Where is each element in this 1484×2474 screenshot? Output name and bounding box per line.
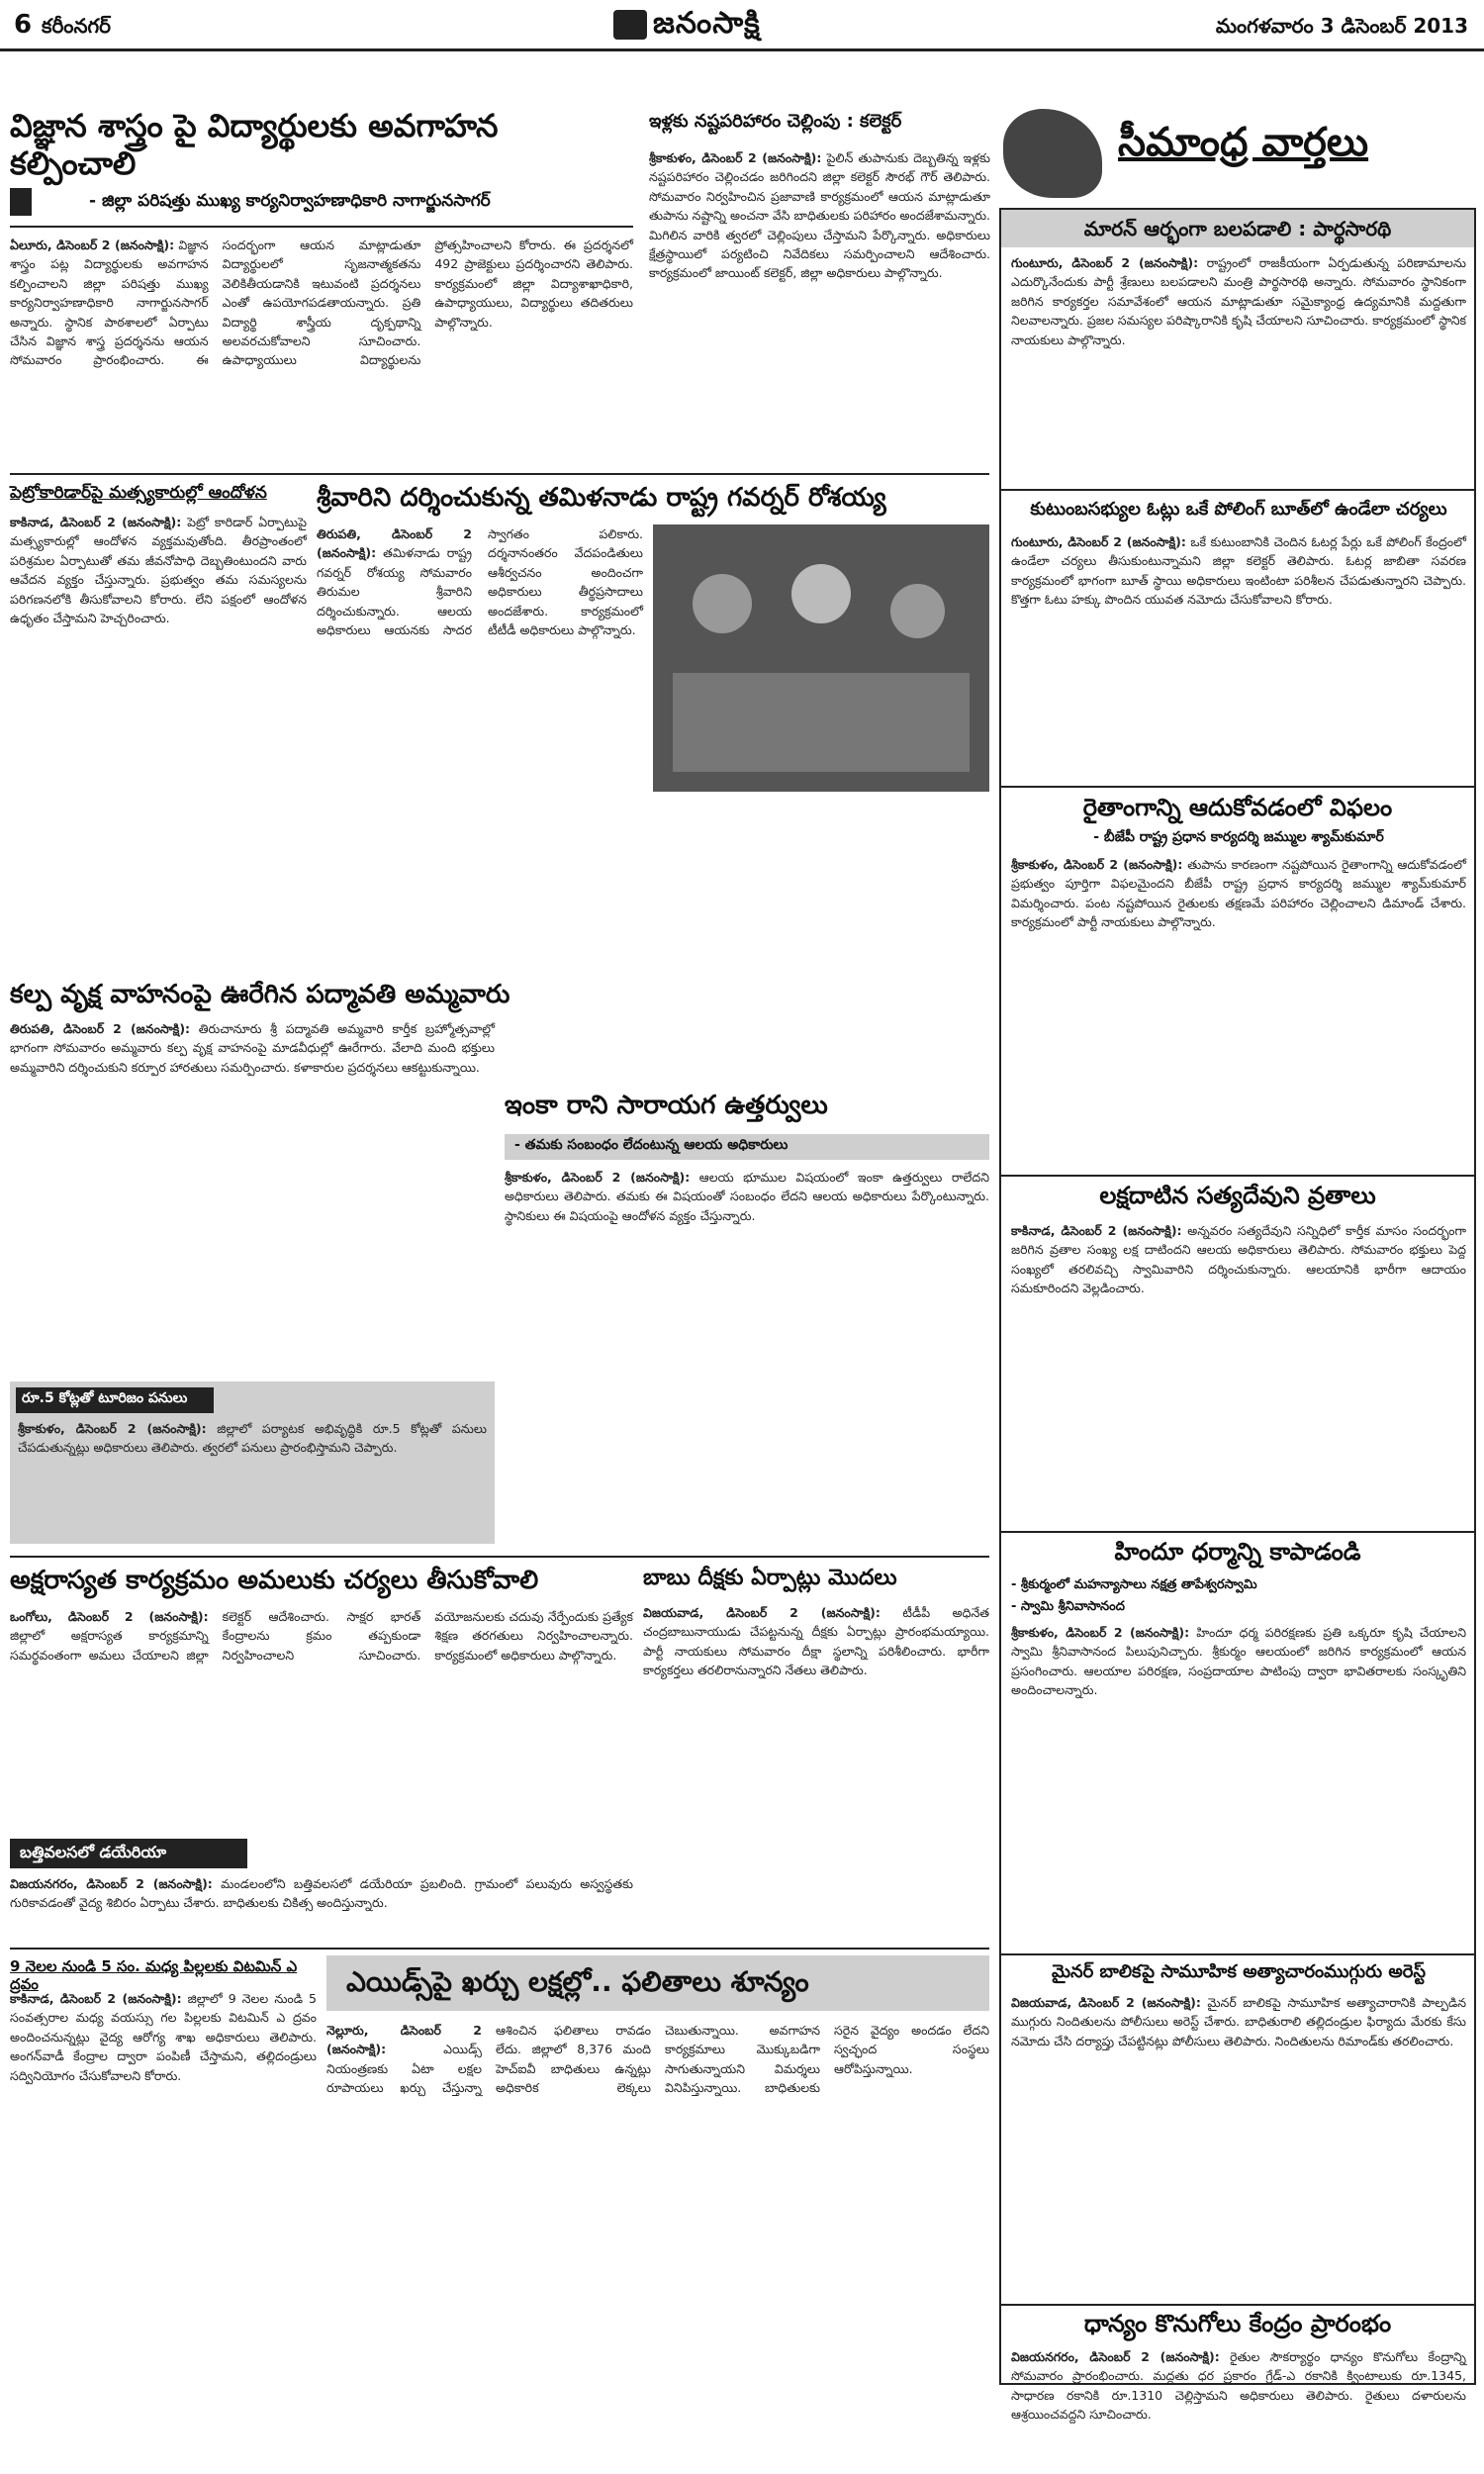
dateline: శ్రీకాకుళం, డిసెంబర్ 2 (జనంసాక్షి): [1011,1625,1190,1640]
article-diarrhea [10,1874,633,1944]
divider [10,1948,989,1950]
body-text: రాష్ట్రంలో రాజకీయంగా ఏర్పడుతున్న పరిణామాలను ఎదుర్కొనేందుకు పార్టీ శ్రేణులు బలపడాలని మంత్రి పార్థసారథి అన్నారు. సోమవారం స్థానికంగా జరిగిన కార్యకర్తల సమావేశంలో ఆయన మాట్లాడుతూ సమైక్యాంధ్ర ఉద్యమానికి మద్దతుగా నిలవాలన్నారు. ప్రజల సమస్యల పరిష్కారానికి కృషి చేయాలని సూచించారు. కార్యక్రమంలో స్థానిక నాయకులు పాల్గొన్నారు. [1011,255,1466,347]
person-icon [890,584,945,638]
dateline: కాకినాడ, డిసెంబర్ 2 (జనంసాక్షి): [10,515,182,529]
masthead-logo-icon [613,10,647,40]
article-body [1011,1623,1466,1950]
headline: పెట్రోకారిడార్‌పై మత్స్యకారుల్లో ఆందోళన [10,483,267,503]
body-text: జిల్లాలో అక్షరాస్యత కార్యక్రమాన్ని సమర్థవంతంగా అమలు చేయాలని జిల్లా కలెక్టర్ ఆదేశించారు. సాక్షర భారత్ కేంద్రాలను క్రమం తప్పకుండా నిర్వహించాలని సూచించారు. వయోజనులకు చదువు నేర్పేందుకు ప్రత్యేక శిక్షణ తరగతులు నిర్వహించాలన్నారు. కార్యక్రమంలో అధికారులు పాల్గొన్నారు. [10,1609,633,1663]
dateline: విజయనగరం, డిసెంబర్ 2 (జనంసాక్షి): [1011,2349,1220,2364]
article-body [1011,253,1466,481]
divider [1001,1531,1474,1533]
body-text: టీడీపీ అధినేత చంద్రబాబునాయుడు చేపట్టనున్న దీక్షకు ఏర్పాట్లు ప్రారంభమయ్యాయి. పార్టీ నాయకులు సోమవారం దీక్షా స్థలాన్ని పరిశీలించారు. భారీగా కార్యకర్తలు తరలిరానున్నారని నేతలు తెలిపారు. [643,1605,989,1678]
dateline: ఏలూరు, డిసెంబర్ 2 (జనంసాక్షి): [10,238,175,252]
right-column [999,208,1476,2423]
article-body [1011,532,1466,780]
person-icon [693,574,752,633]
subhead: - జిల్లా పరిషత్తు ముఖ్య కార్యనిర్వాహణాధికారి నాగార్జునసాగర్ [89,191,491,211]
dateline: తిరుపతి, డిసెంబర్ 2 (జనంసాక్షి): [10,1021,191,1036]
body-text: మైనర్ బాలికపై సామూహిక అత్యాచారానికి పాల్పడిన ముగ్గురు నిందితులను పోలీసులు అరెస్ట్ చేశారు. బాధితురాలి తల్లిదండ్రుల ఫిర్యాదు మేరకు కేసు నమోదు చేసి దర్యాప్తు చేపట్టినట్లు పోలీసులు తెలిపారు. నిందితులను రిమాండ్‌కు తరలించారు. [1011,1995,1466,2048]
dateline: శ్రీకాకుళం, డిసెంబర్ 2 (జనంసాక్షి): [18,1421,207,1436]
body-text: పెట్రో కారిడార్ ఏర్పాటుపై మత్స్యకారుల్లో ఆందోళన వ్యక్తమవుతోంది. తీరప్రాంతంలో పరిశ్రమల ఏర్పాటుతో తమ జీవనోపాధి దెబ్బతింటుందని వారు ఆవేదన వ్యక్తం చేస్తున్నారు. ప్రభుత్వం తమ సమస్యలను పరిగణనలోకి తీసుకోవాలని కోరారు. లేని పక్షంలో ఆందోళన ఉధృతం చేస్తామని హెచ్చరించారు. [10,515,307,625]
dateline: కాకినాడ, డిసెంబర్ 2 (జనంసాక్షి): [10,1991,182,2006]
headline: మారన్ ఆర్భంగా బలపడాలి : పార్థసారథి [1001,210,1474,247]
dateline: విజయవాడ, డిసెంబర్ 2 (జనంసాక్షి): [643,1605,881,1620]
article-body [10,236,633,463]
article-body [1011,2347,1466,2423]
dateline: శ్రీకాకుళం, డిసెంబర్ 2 (జనంసాక్షి): [1011,857,1183,872]
headline: అక్షరాస్యత కార్యక్రమం అమలుకు చర్యలు తీసుకోవాలి [10,1566,539,1595]
article-science [10,107,633,183]
article-body [1011,1993,1466,2300]
divider [1001,1175,1474,1177]
headline: హిందూ ధర్మాన్ని కాపాడండి [1114,1538,1361,1566]
governor-photo [653,524,989,792]
headline: శ్రీవారిని దర్శించుకున్న తమిళనాడు రాష్ట్ర గవర్నర్ రోశయ్య [317,483,886,513]
body-text: ఒకే కుటుంబానికి చెందిన ఓటర్ల పేర్లు ఒకే పోలింగ్ కేంద్రంలో ఉండేలా చర్యలు తీసుకుంటున్నామని జిల్లా కలెక్టర్ తెలిపారు. ఓటర్ల జాబితా సవరణ కార్యక్రమంలో భాగంగా బూత్ స్థాయి అధికారులు ఇంటింటా పరిశీలన చేపడుతున్నారని చెప్పారు. కొత్తగా ఓటు హక్కు పొందిన యువత నమోదు చేసుకోవాలని కోరారు. [1011,534,1466,608]
masthead: జనంసాక్షి [653,6,761,41]
headline: ఎయిడ్స్‌పై ఖర్చు లక్షల్లో.. ఫలితాలు శూన్యం [326,1955,989,2011]
headline: ధాన్యం కొనుగోలు కేంద్రం ప్రారంభం [1083,2310,1392,2337]
body-text: జిల్లాలో పర్యాటక అభివృద్ధికి రూ.5 కోట్లతో పనులు చేపడుతున్నట్లు అధికారులు తెలిపారు. త్వరలో పనులు ప్రారంభిస్తామని చెప్పారు. [18,1421,488,1456]
headline: 9 నెలల నుండి 5 సం. మధ్య పిల్లలకు విటమిన్ ఎ ద్రవం [10,1957,298,1993]
body-text: తుపాను కారణంగా నష్టపోయిన రైతాంగాన్ని ఆదుకోవడంలో ప్రభుత్వం పూర్తిగా విఫలమైందని బీజేపీ రాష్ట్ర ప్రధాన కార్యదర్శి జమ్ముల శ్యామ్‌కుమార్ విమర్శించారు. పంట నష్టపోయిన రైతులకు తక్షణమే పరిహారం చెల్లించాలని డిమాండ్ చేశారు. కార్యక్రమంలో పార్టీ నాయకులు పాల్గొన్నారు. [1011,857,1466,930]
dateline: నెల్లూరు, డిసెంబర్ 2 (జనంసాక్షి): [326,2023,482,2057]
article-padmavathi [10,1019,495,1376]
subhead-marker [10,188,32,216]
headline: విజ్ఞాన శాస్త్రం పై విద్యార్థులకు అవగాహన కల్పించాలి [10,107,499,183]
divider [10,1556,989,1558]
dateline: శ్రీకాకుళం, డిసెంబర్ 2 (జనంసాక్షి): [649,150,822,165]
divider [10,226,633,228]
headline: లక్షదాటిన సత్యదేవుని వ్రతాలు [1099,1182,1376,1209]
photo-crowd [673,673,970,772]
body-text: ఎయిడ్స్ నియంత్రణకు ఏటా లక్షల రూపాయలు ఖర్చు చేస్తున్నా ఆశించిన ఫలితాలు రావడం లేదు. జిల్లాలో 8,376 మంది హెచ్‌ఐవీ బాధితులు ఉన్నట్లు అధికారిక లెక్కలు చెబుతున్నాయి. అవగాహన కార్యక్రమాలు మొక్కుబడిగా సాగుతున్నాయని విమర్శలు వినిపిస్తున్నాయి. బాధితులకు సరైన వైద్యం అందడం లేదని స్వచ్ఛంద సంస్థలు ఆరోపిస్తున్నాయి. [326,2023,989,2096]
dateline: శ్రీకాకుళం, డిసెంబర్ 2 (జనంసాక్షి): [505,1170,691,1185]
headline: ఇళ్లకు నష్టపరిహారం చెల్లింపు : కలెక్టర్ [649,111,902,132]
article-liquor [505,1168,989,1544]
subhead: - శ్రీకుర్మంలో మహన్యాసాలు నక్షత్ర తాపేశ్వరస్వామి [1011,1577,1257,1592]
article-governor-continued [653,800,989,918]
divider [1001,1953,1474,1955]
section-banner [999,99,1476,208]
article-body [18,1419,487,1538]
body-text: హిందూ ధర్మ పరిరక్షణకు ప్రతి ఒక్కరూ కృషి చేయాలని స్వామి శ్రీనివాసానంద పిలుపునిచ్చారు. శ్రీకుర్మం ఆలయంలో జరిగిన కార్యక్రమంలో ఆయన ప్రసంగించారు. ఆలయాల పరిరక్షణ, సంప్రదాయాల పాటింపు ద్వారా భావితరాలకు సంస్కృతిని అందించాలన్నారు. [1011,1625,1466,1698]
person-icon [791,564,851,623]
article-tourism [10,1381,495,1544]
article-governor [317,524,643,920]
badge: బత్తివలసలో డయేరియా [10,1839,247,1868]
divider [10,473,989,475]
state-map-icon [1003,109,1102,198]
dateline: ఒంగోలు, డిసెంబర్ 2 (జనంసాక్షి): [10,1609,209,1624]
headline: ఇంకా రాని సారాయగ ఉత్తర్వులు [505,1091,828,1120]
body-text: అన్నవరం సత్యదేవుని సన్నిధిలో కార్తీక మాసం సందర్భంగా జరిగిన వ్రతాల సంఖ్య లక్ష దాటిందని ఆలయ అధికారులు తెలిపారు. సోమవారం భక్తులు పెద్ద సంఖ్యలో తరలివచ్చి స్వామివారిని దర్శించుకున్నారు. ఆలయానికి భారీగా ఆదాయం సమకూరిందని వెల్లడించారు. [1011,1223,1466,1296]
body-text: పైలిన్ తుపానుకు దెబ్బతిన్న ఇళ్లకు నష్టపరిహారం చెల్లించడం జరిగిందని జిల్లా కలెక్టర్ సౌరభ్ గౌర్ తెలిపారు. సోమవారం నిర్వహించిన ప్రజావాణి కార్యక్రమంలో ఆయన మాట్లాడుతూ తుపాను నష్టాన్ని అంచనా వేసి బాధితులకు పరిహారం అందజేశామన్నారు. మిగిలిన వారికి త్వరలో చెల్లింపులు చేస్తామని పేర్కొన్నారు. అధికారులు క్షేత్రస్థాయిలో పర్యటించి నివేదికలు సమర్పించాలని ఆదేశించారు. కార్యక్రమంలో జాయింట్ కలెక్టర్, జిల్లా అధికారులు పాల్గొన్నారు. [649,150,990,281]
headline: మైనర్ బాలికపై సామూహిక అత్యాచారంముగ్గురు అరెస్ట్ [1051,1961,1427,1982]
subhead: - స్వామి శ్రీనివాసానంద [1011,1599,1125,1614]
headline: కల్ప వృక్ష వాహనంపై ఊరేగిన పద్మావతి అమ్మవారు [10,980,510,1009]
body-text: ఆలయ భూముల విషయంలో ఇంకా ఉత్తర్వులు రాలేదని అధికారులు తెలిపారు. తమకు ఈ విషయంతో సంబంధం లేదని ఆలయ అధికారులు పేర్కొంటున్నారు. స్థానికులు ఈ విషయంపై ఆందోళన వ్యక్తం చేస్తున్నారు. [505,1170,989,1223]
body-text: జిల్లాలో 9 నెలల నుండి 5 సంవత్సరాల మధ్య వయస్సు గల పిల్లలకు విటమిన్ ఎ ద్రవం అందించనున్నట్లు వైద్య ఆరోగ్య శాఖ అధికారులు తెలిపారు. అంగన్‌వాడీ కేంద్రాల ద్వారా పంపిణీ చేస్తామని, తల్లిదండ్రులు సద్వినియోగం చేసుకోవాలని కోరారు. [10,1991,317,2083]
headline: రైతాంగాన్ని ఆదుకోవడంలో విఫలం [1082,794,1393,821]
subhead: - తమకు సంబంధం లేదంటున్న ఆలయ అధికారులు [505,1134,989,1160]
article-aids [326,2021,989,2375]
subhead: - బీజేపీ రాష్ట్ర ప్రధాన కార్యదర్శి జమ్ముల శ్యామ్‌కుమార్ [1093,829,1384,845]
dateline: విజయవాడ, డిసెంబర్ 2 (జనంసాక్షి): [1011,1995,1201,2010]
headline: కుటుంబసభ్యుల ఓట్లు ఒకే పోలింగ్ బూత్‌లో ఉండేలా చర్యలు [1030,499,1447,520]
dateline: విజయనగరం, డిసెంబర్ 2 (జనంసాక్షి): [10,1876,213,1891]
divider [1001,489,1474,491]
headline: బాబు దీక్షకు ఏర్పాట్లు మొదలు [643,1566,897,1590]
section-title: సీమాంధ్ర వార్తలు [1118,119,1369,165]
body-text: తిరుచానూరు శ్రీ పద్మావతి అమ్మవారి కార్తీక బ్రహ్మోత్సవాల్లో భాగంగా సోమవారం అమ్మవారు కల్ప వృక్ష వాహనంపై మాడవీధుల్లో ఊరేగారు. వేలాది మంది భక్తులు అమ్మవారిని దర్శించుకుని కర్పూర హారతులు సమర్పించారు. కళాకారుల ప్రదర్శనలు ఆకట్టుకున్నాయి. [10,1021,495,1075]
divider [1001,2304,1474,2306]
dateline: కాకినాడ, డిసెంబర్ 2 (జనంసాక్షి): [1011,1223,1182,1238]
article-petro [10,513,307,978]
article-body [1011,1221,1466,1528]
page-header [0,0,1484,51]
article-compensation [649,148,990,470]
body-text: మండలంలోని బత్తివలసలో డయేరియా ప్రబలింది. గ్రామంలో పలువురు అస్వస్థతకు గురికావడంతో వైద్య శిబిరం ఏర్పాటు చేశారు. బాధితులకు చికిత్స అందిస్తున్నారు. [10,1876,633,1911]
dateline: గుంటూరు, డిసెంబర్ 2 (జనంసాక్షి): [1011,534,1186,549]
divider [1001,786,1474,788]
body-text: రైతుల సౌకర్యార్థం ధాన్యం కొనుగోలు కేంద్రాన్ని సోమవారం ప్రారంభించారు. మద్దతు ధర ప్రకారం గ్రేడ్-ఎ రకానికి క్వింటాలుకు రూ.1345, సాధారణ రకానికి రూ.1310 చెల్లిస్తామని అధికారులు తెలిపారు. రైతులు దళారులను ఆశ్రయించవద్దని సూచించారు. [1011,2349,1466,2423]
article-body [1011,855,1466,1172]
edition-name: కరీంనగర్ [42,14,111,38]
page-number: 6 [14,10,33,40]
article-babu [643,1603,989,1940]
article-literacy [10,1607,633,1835]
body-text: తమిళనాడు రాష్ట్ర గవర్నర్ రోశయ్య సోమవారం తిరుమల శ్రీవారిని దర్శించుకున్నారు. ఆలయ అధికారులు ఆయనకు సాదర స్వాగతం పలికారు. దర్శనానంతరం వేదపండితులు ఆశీర్వచనం అందించగా అధికారులు తీర్థప్రసాదాలు అందజేశారు. కార్యక్రమంలో టీటీడీ అధికారులు పాల్గొన్నారు. [317,526,643,637]
article-vitamin [10,1989,317,2375]
badge: రూ.5 కోట్లతో టూరిజం పనులు [16,1387,214,1413]
body-text: విజ్ఞాన శాస్త్రం పట్ల విద్యార్థులకు అవగాహన కల్పించాలని జిల్లా పరిషత్తు ముఖ్య కార్యనిర్వాహణాధికారి నాగార్జునసాగర్ అన్నారు. స్థానిక పాఠశాలలో ఏర్పాటు చేసిన విజ్ఞాన శాస్త్ర ప్రదర్శనను ఆయన సోమవారం ప్రారంభించారు. ఈ సందర్భంగా ఆయన మాట్లాడుతూ విద్యార్థులలో సృజనాత్మకతను వెలికితీయడానికి ఇటువంటి ప్రదర్శనలు ఎంతో ఉపయోగపడతాయన్నారు. ప్రతి విద్యార్థి శాస్త్రీయ దృక్పథాన్ని అలవరచుకోవాలని సూచించారు. ఉపాధ్యాయులు విద్యార్థులను ప్రోత్సహించాలని కోరారు. ఈ ప్రదర్శనలో 492 ప్రాజెక్టులు ప్రదర్శించారని తెలిపారు. కార్యక్రమంలో జిల్లా విద్యాశాఖాధికారి, ఉపాధ్యాయులు, విద్యార్థులు తదితరులు పాల్గొన్నారు. [10,238,633,368]
issue-date: మంగళవారం 3 డిసెంబర్ 2013 [1215,14,1468,38]
dateline: గుంటూరు, డిసెంబర్ 2 (జనంసాక్షి): [1011,255,1199,270]
dateline: తిరుపతి, డిసెంబర్ 2 (జనంసాక్షి): [317,526,472,561]
